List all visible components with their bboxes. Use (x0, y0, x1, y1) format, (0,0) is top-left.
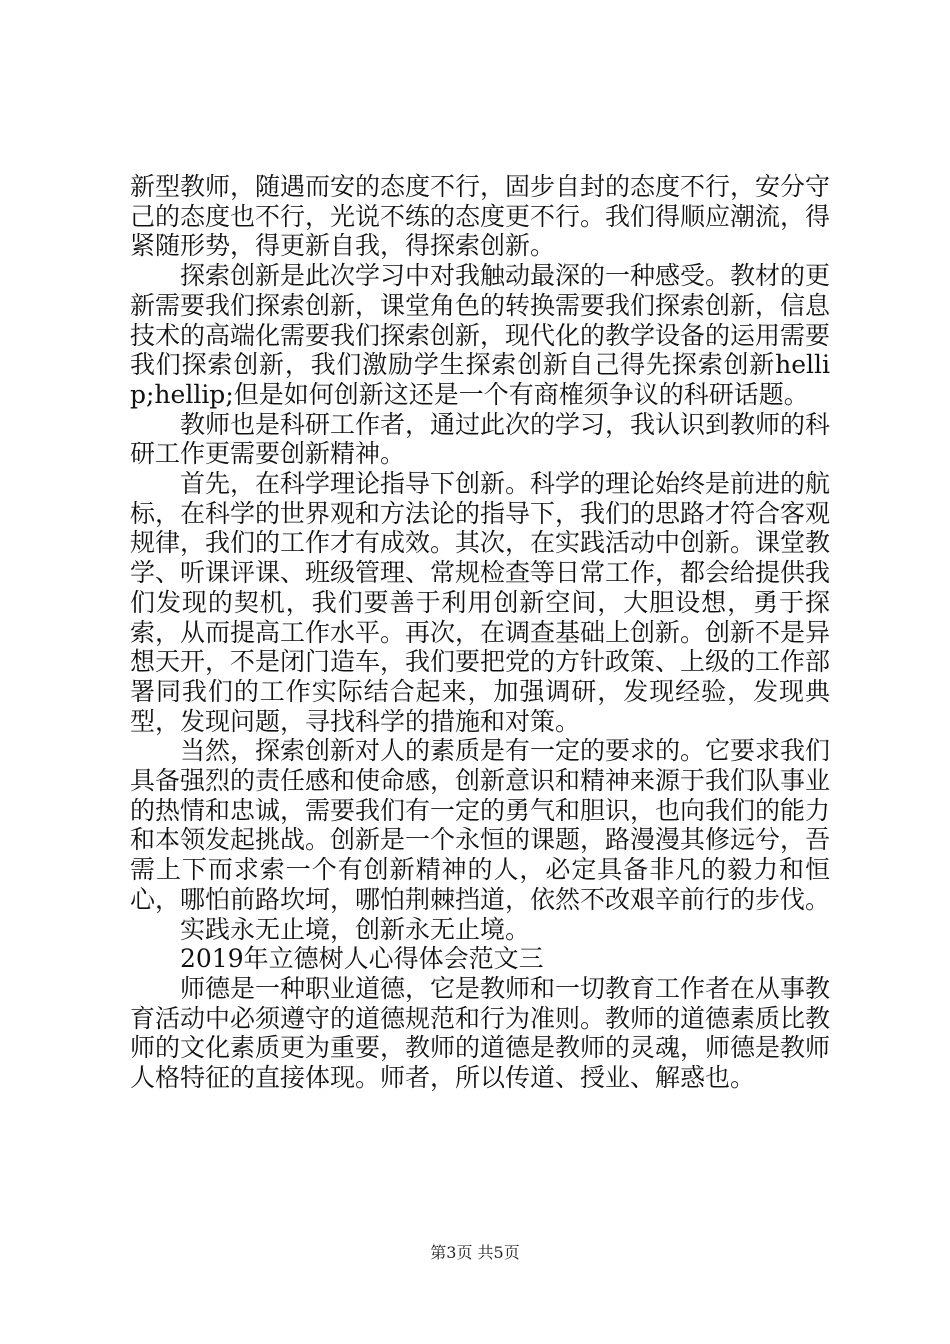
paragraph-continuation: 新型教师，随遇而安的态度不行，固步自封的态度不行，安分守己的态度也不行，光说不练的态度更不行。我们得顺应潮流，得紧随形势，得更新自我，得探索创新。 (130, 172, 831, 261)
paragraph-innovation-methods: 首先，在科学理论指导下创新。科学的理论始终是前进的航标，在科学的世界观和方法论的指导下，我们的思路才符合客观规律，我们的工作才有成效。其次，在实践活动中创新。课堂教学、听课评课、班级管理、常规检查等日常工作，都会给提供我们发现的契机，我们要善于利用创新空间，大胆设想，勇于探索，从而提高工作水平。再次，在调查基础上创新。创新不是异想天开，不是闭门造车，我们要把党的方针政策、上级的工作部署同我们的工作实际结合起来，加强调研，发现经验，发现典型，发现问题，寻找科学的措施和对策。 (130, 469, 831, 736)
page-number-footer: 第3页 共5页 (430, 1243, 520, 1262)
paragraph-teacher-researcher: 教师也是科研工作者，通过此次的学习，我认识到教师的科研工作更需要创新精神。 (130, 409, 831, 469)
paragraph-teacher-ethics: 师德是一种职业道德，它是教师和一切教育工作者在从事教育活动中必须遵守的道德规范和行为准则。教师的道德素质比教师的文化素质更为重要，教师的道德是教师的灵魂，师德是教师人格特征的直接体现。师者，所以传道、授业、解惑也。 (130, 973, 831, 1093)
paragraph-quality-requirements: 当然，探索创新对人的素质是有一定的要求的。它要求我们具备强烈的责任感和使命感，创新意识和精神来源于我们队事业的热情和忠诚，需要我们有一定的勇气和胆识，也向我们的能力和本领发起挑战。创新是一个永恒的课题，路漫漫其修远兮，吾需上下而求索一个有创新精神的人，必定具备非凡的毅力和恒心，哪怕前路坎坷，哪怕荆棘挡道，依然不改艰辛前行的步伐。 (130, 736, 831, 914)
section-heading: 2019年立德树人心得体会范文三 (180, 944, 544, 974)
paragraph-exploration-innovation: 探索创新是此次学习中对我触动最深的一种感受。教材的更新需要我们探索创新，课堂角色的转换需要我们探索创新，信息技术的高端化需要我们探索创新，现代化的教学设备的运用需要我们探索创新，我们激励学生探索创新自己得先探索创新hellip;hellip;但是如何创新这还是一个有商榷须争议的科研话题。 (130, 261, 831, 409)
paragraph-practice-endless: 实践永无止境，创新永无止境。 (180, 914, 531, 944)
document-body (130, 172, 830, 1093)
